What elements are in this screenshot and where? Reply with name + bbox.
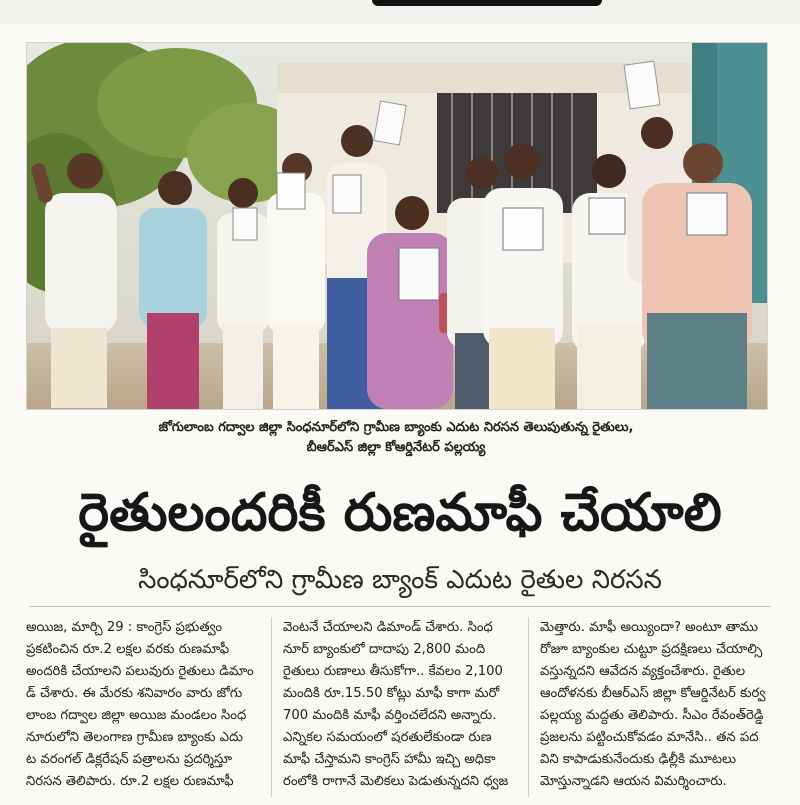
- previous-article-strip: [0, 0, 800, 24]
- body-line: రంలోకి రాగానే మెలికలు పెడుతున్నదని ధ్వజ: [283, 774, 509, 789]
- body-line: నూరులోని తెలంగాణ గ్రామీణ బ్యాంకు ఎదు: [26, 730, 243, 745]
- article-column-2: [283, 617, 517, 797]
- body-line: ప్రజలను పట్టించుకోవడం మానేసి.. తన పద: [540, 730, 759, 745]
- divider: [30, 606, 770, 607]
- body-line: నిరసన తెలిపారు. రూ.2 లక్షల రుణమాఫీ: [26, 774, 234, 789]
- article-column-1: [26, 617, 260, 797]
- body-line: అందరికి చేయాలని పలువురు రైతులు డిమాం: [26, 664, 254, 679]
- body-line: నూర్ బ్యాంకులో దాదాపు 2,800 మంది: [283, 642, 486, 657]
- body-line: విని కాపాడుకునేందుకు ఢిల్లీకి మూటలు: [540, 752, 737, 767]
- news-photo: [26, 42, 768, 410]
- body-line: ఆందోళనకు బీఆర్ఎస్ జిల్లా కోఆర్డినేటర్ కుర్వ: [540, 686, 766, 701]
- article-body: [26, 617, 774, 797]
- body-line: అయిజ, మార్చి 29 : కాంగ్రెస్ ప్రభుత్వం: [26, 620, 222, 635]
- subheadline: సింధనూర్‌లోని గ్రామీణ బ్యాంక్ ఎదుట రైతుల నిరసన: [138, 565, 662, 595]
- body-line: లాంబ గద్వాల జిల్లా అయిజ మండలం సింధ: [26, 708, 247, 723]
- body-line: మోస్తున్నాడని ఆయన విమర్శించారు.: [540, 774, 727, 789]
- caption-line-2: బీఆర్ఎస్ జిల్లా కోఆర్డినేటర్ పల్లయ్య: [306, 440, 486, 455]
- body-line: డ్ చేశారు. ఈ మేరకు శనివారం వారు జోగు: [26, 686, 243, 701]
- body-line: ప్రకటించిన రూ.2 లక్షల వరకు రుణమాఫీ: [26, 642, 230, 657]
- body-line: మాఫీ చేస్తామని కాంగ్రెస్ హామీ ఇచ్చి అధికా: [283, 752, 496, 767]
- previous-headline-fragment: [372, 0, 602, 6]
- body-line: రైతులు రుణాలు తీసుకోగా.. కేవలం 2,100: [283, 664, 503, 679]
- caption-line-1: జోగులాంబ గద్వాల జిల్లా సింధనూర్‌లోని గ్రామీణ బ్యాంకు ఎదుట నిరసన తెలుపుతున్న రైతులు,: [158, 420, 634, 435]
- body-line: మందికి రూ.15.50 కోట్లు మాఫీ కాగా మరో: [283, 686, 500, 701]
- headline: రైతులందరికీ రుణమాఫీ చేయాలి: [78, 483, 722, 543]
- body-line: పల్లయ్య మద్దతు తెలిపారు. సీఎం రేవంత్‌రెడ్డి: [540, 708, 764, 723]
- body-line: 700 మందికి మాఫీ వర్తించలేదని అన్నారు.: [283, 708, 497, 723]
- body-line: మెత్తారు. మాఫీ అయ్యిందా? అంటూ తాము: [540, 620, 759, 635]
- protest-photo-illustration: [27, 43, 767, 409]
- column-separator: [528, 617, 529, 797]
- article-column-3: [540, 617, 774, 797]
- photo-caption: [26, 418, 766, 458]
- body-line: ట వరంగల్ డిక్లరేషన్ పత్రాలను ప్రదర్శిస్తూ: [26, 752, 233, 767]
- body-line: వెంటనే చేయాలని డిమాండ్ చేశారు. సింధ: [283, 620, 493, 635]
- body-line: రోజూ బ్యాంకుల చుట్టూ ప్రదక్షిణలు చేయాల్సి: [540, 642, 763, 657]
- column-separator: [271, 617, 272, 797]
- body-line: ఎన్నికల సమయంలో షరతులేకుండా రుణ: [283, 730, 492, 745]
- body-line: వస్తున్నదని ఆవేదన వ్యక్తంచేశారు. రైతుల: [540, 664, 746, 679]
